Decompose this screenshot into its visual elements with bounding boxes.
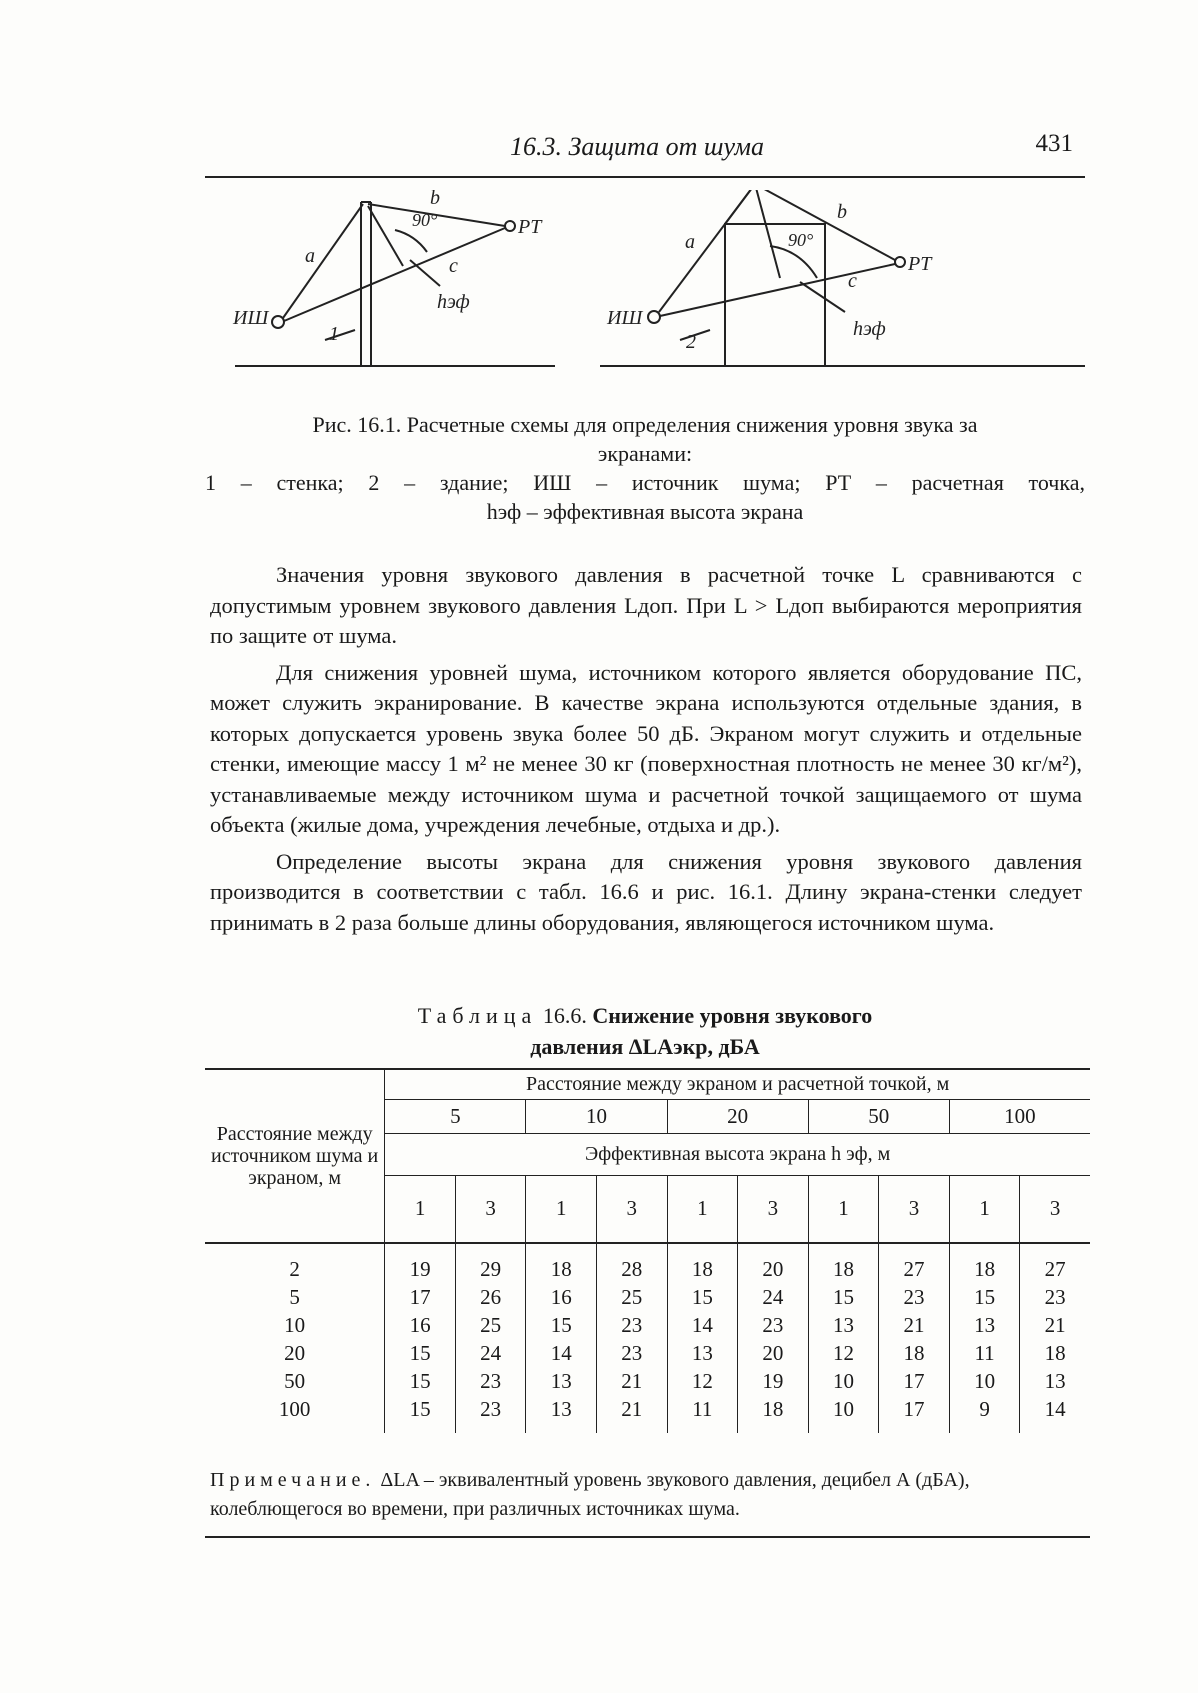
spacer-cell	[808, 1423, 879, 1433]
value-cell: 21	[596, 1395, 667, 1423]
value-cell: 24	[738, 1283, 809, 1311]
height-header-cell: 3	[879, 1175, 950, 1243]
value-cell: 18	[1044, 1340, 1066, 1365]
value-cell: 26	[455, 1283, 526, 1311]
spacer-cell	[596, 1423, 667, 1433]
value-cell: 13	[526, 1395, 597, 1423]
value-cell: 10	[808, 1367, 879, 1395]
caption-last-line: hэф – эффективная высота экрана	[486, 499, 804, 524]
value-cell: 11	[667, 1395, 738, 1423]
fig-left-label-b: b	[430, 190, 440, 209]
value-cell: 17	[879, 1367, 950, 1395]
value-cell: 11	[949, 1339, 1020, 1367]
fig-right-label-heff: hэф	[853, 318, 886, 340]
value-cell: 18	[949, 1243, 1020, 1283]
value-cell: 13	[526, 1367, 597, 1395]
value-cell: 15	[808, 1283, 879, 1311]
value-cell: 17	[385, 1283, 456, 1311]
page-number: 431	[1035, 130, 1073, 157]
header-title: 16.3. Защита от шума	[510, 132, 764, 161]
value-cell: 20	[738, 1339, 809, 1367]
table-row	[205, 1311, 1090, 1339]
figure-left-scheme	[235, 202, 555, 366]
value-cell: 21	[879, 1311, 950, 1339]
value-cell: 18	[879, 1339, 950, 1367]
value-cell: 16	[526, 1283, 597, 1311]
value-cell: 15	[526, 1311, 597, 1339]
value-cell: 13	[949, 1311, 1020, 1339]
value-cell: 27	[1044, 1257, 1066, 1281]
value-cell: 15	[385, 1395, 456, 1423]
value-cell: 15	[667, 1283, 738, 1311]
distance-header-cell: 20	[667, 1099, 808, 1133]
figure-caption	[205, 410, 1085, 526]
running-header	[205, 128, 1085, 178]
height-header-cell: 1	[526, 1175, 597, 1243]
body-text	[210, 560, 1082, 944]
value-cell: 21	[596, 1367, 667, 1395]
value-cell: 29	[455, 1243, 526, 1283]
note-text: ΔLA – эквивалентный уровень звукового давления, децибел А (дБА), колеблющегося во времени, при различных источниках шума.	[210, 1469, 970, 1520]
fig-right-label-c: c	[848, 270, 857, 292]
row-label-cell: 100	[205, 1395, 385, 1423]
row-label-cell: 5	[205, 1283, 385, 1311]
caption-line-1: Рис. 16.1. Расчетные схемы для определения снижения уровня звука за	[312, 412, 978, 437]
spacer-cell	[879, 1423, 950, 1433]
value-cell: 10	[808, 1395, 879, 1423]
height-group-header: Эффективная высота экрана h эф, м	[385, 1133, 1090, 1175]
spacer-cell	[526, 1423, 597, 1433]
fig-right-label-rt: РТ	[908, 253, 932, 275]
spacer-cell	[738, 1423, 809, 1433]
value-cell: 18	[738, 1395, 809, 1423]
value-cell: 19	[738, 1367, 809, 1395]
paragraph-3: Определение высоты экрана для снижения уровня звукового давления производится в соответствии с табл. 16.6 и рис. 16.1. Длину экрана-стенки следует принимать в 2 раза больше длины оборудования, являющегося источником шума.	[210, 848, 1082, 935]
table-row	[205, 1367, 1090, 1395]
value-cell: 14	[667, 1311, 738, 1339]
height-header-cell: 3	[455, 1175, 526, 1243]
fig-right-label-ish: ИШ	[607, 307, 643, 329]
fig-right-label-b: b	[837, 201, 847, 223]
value-cell: 13	[667, 1339, 738, 1367]
value-cell: 23	[596, 1339, 667, 1367]
spacer-cell	[1020, 1423, 1090, 1433]
value-cell: 18	[526, 1243, 597, 1283]
value-cell: 19	[385, 1243, 456, 1283]
value-cell: 25	[455, 1311, 526, 1339]
value-cell: 27	[879, 1243, 950, 1283]
bottom-rule	[205, 1536, 1090, 1538]
table-row	[205, 1339, 1090, 1367]
fig-left-label-a: a	[305, 245, 315, 267]
value-cell: 13	[1044, 1368, 1066, 1393]
table-caption-title-2: давления ΔLAэкр, дБА	[530, 1034, 760, 1059]
value-cell: 13	[808, 1311, 879, 1339]
row-label-cell: 20	[205, 1339, 385, 1367]
value-cell: 18	[808, 1243, 879, 1283]
spacer-cell	[667, 1423, 738, 1433]
value-cell: 20	[738, 1243, 809, 1283]
value-cell: 23	[596, 1311, 667, 1339]
caption-legend: 1 – стенка; 2 – здание; ИШ – источник шума; РТ – расчетная точка,	[205, 470, 1085, 495]
value-cell: 28	[596, 1243, 667, 1283]
row-label-cell: 2	[205, 1243, 385, 1283]
header-row-distance-title	[205, 1069, 1090, 1099]
fig-left-label-heff: hэф	[437, 291, 470, 313]
paragraph-1: Значения уровня звукового давления в расчетной точке L сравниваются с допустимым уровнем звукового давления Lдоп. При L > Lдоп выбираются мероприятия по защите от шума.	[210, 562, 1082, 648]
height-header-cell: 1	[667, 1175, 738, 1243]
table-caption-prefix: Таблица	[417, 1003, 538, 1028]
table-caption-number: 16.6.	[542, 1003, 587, 1028]
value-cell: 15	[385, 1339, 456, 1367]
caption-line-2: экранами:	[597, 441, 693, 466]
value-cell: 23	[455, 1367, 526, 1395]
value-cell: 23	[1044, 1284, 1066, 1309]
value-cell: 9	[949, 1395, 1020, 1423]
distance-header-cell: 100	[949, 1099, 1090, 1133]
table-body	[205, 1069, 1090, 1433]
value-cell: 24	[455, 1339, 526, 1367]
value-cell: 10	[949, 1367, 1020, 1395]
height-header-cell: 3	[596, 1175, 667, 1243]
row-header-cell: Расстояние между источником шума и экраном, м	[205, 1069, 385, 1243]
height-header-cell: 3	[1020, 1175, 1090, 1243]
fig-left-label-ish: ИШ	[233, 307, 269, 329]
value-cell: 15	[385, 1367, 456, 1395]
fig-left-label-angle: 90°	[412, 210, 438, 230]
distance-header-cell: 10	[526, 1099, 667, 1133]
data-table	[205, 1068, 1090, 1433]
fig-right-label-angle: 90°	[788, 230, 814, 250]
table-row	[205, 1395, 1090, 1423]
height-header-cell: 3	[738, 1175, 809, 1243]
spacer-cell	[205, 1423, 385, 1433]
fig-left-label-num: 1	[329, 323, 339, 345]
value-cell: 15	[949, 1283, 1020, 1311]
value-cell: 23	[879, 1283, 950, 1311]
height-header-cell: 1	[385, 1175, 456, 1243]
table-note	[210, 1466, 1090, 1524]
fig-left-label-c: c	[449, 255, 458, 277]
value-cell: 12	[667, 1367, 738, 1395]
spacer-cell	[385, 1423, 456, 1433]
distance-group-header: Расстояние между экраном и расчетной точкой, м	[385, 1069, 1090, 1099]
figure-16-1	[205, 190, 1085, 405]
spacer-cell	[455, 1423, 526, 1433]
value-cell: 14	[1044, 1396, 1066, 1421]
table-spacer-row	[205, 1423, 1090, 1433]
fig-left-label-rt: РТ	[518, 216, 542, 238]
value-cell: 14	[526, 1339, 597, 1367]
table-caption-title-1: Снижение уровня звукового	[592, 1003, 873, 1028]
paragraph-2: Для снижения уровней шума, источником которого является оборудование ПС, может служить экранирование. В качестве экрана используются отдельные здания, в которых допускается уровень звука более 50 дБ. Экраном могут служить и отдельные стенки, имеющие массу 1 м² не менее 30 кг (поверхностная плотность не менее 30 кг/м²), устанавливаемые между источником шума и расчетной точкой защищаемого от шума объекта (жилые дома, учреждения лечебные, отдыха и др.).	[210, 659, 1082, 837]
value-cell: 25	[596, 1283, 667, 1311]
spacer-cell	[949, 1423, 1020, 1433]
value-cell: 18	[667, 1243, 738, 1283]
value-cell: 17	[879, 1395, 950, 1423]
row-label-cell: 10	[205, 1311, 385, 1339]
distance-header-cell: 5	[385, 1099, 526, 1133]
fig-right-label-a: a	[685, 231, 695, 253]
value-cell: 21	[1044, 1312, 1066, 1337]
fig-right-label-num: 2	[686, 331, 696, 353]
value-cell: 12	[808, 1339, 879, 1367]
distance-header-cell: 50	[808, 1099, 949, 1133]
height-header-cell: 1	[949, 1175, 1020, 1243]
table-caption	[205, 1000, 1085, 1062]
note-prefix: Примечание.	[210, 1469, 376, 1491]
value-cell: 23	[738, 1311, 809, 1339]
row-label-cell: 50	[205, 1367, 385, 1395]
table-row	[205, 1243, 1090, 1283]
value-cell: 16	[385, 1311, 456, 1339]
height-header-cell: 1	[808, 1175, 879, 1243]
value-cell: 23	[455, 1395, 526, 1423]
table-row	[205, 1283, 1090, 1311]
